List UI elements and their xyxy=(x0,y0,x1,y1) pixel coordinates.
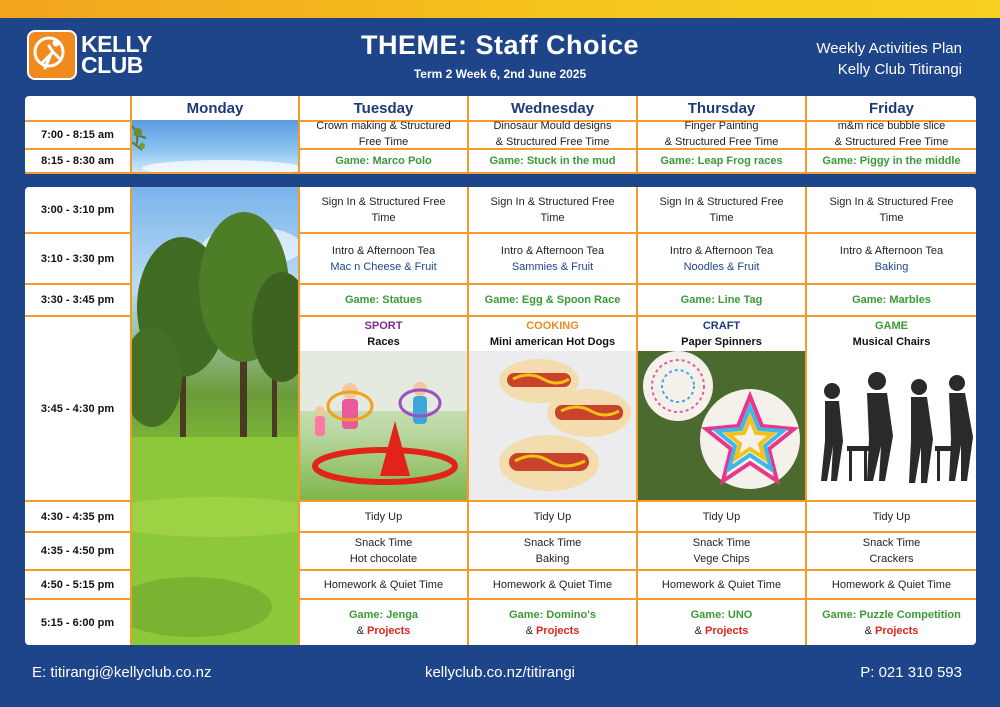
tea-item: Mac n Cheese & Fruit xyxy=(330,260,437,273)
activity-line: Intro & Afternoon Tea xyxy=(669,244,774,257)
page-subtitle: Term 2 Week 6, 2nd June 2025 xyxy=(413,67,587,81)
activity-line: Crown making & Structured xyxy=(316,120,451,132)
activity-line: Snack Time xyxy=(354,537,413,549)
activity-name: Races xyxy=(367,336,400,348)
final-game-wednesday xyxy=(469,600,636,645)
morning-activity-friday xyxy=(807,120,976,148)
final-game: Game: Puzzle Competition xyxy=(822,608,961,621)
tea-item: Noodles & Fruit xyxy=(683,260,760,273)
morning-activity-tuesday xyxy=(300,120,467,148)
day-header-wednesday: Wednesday xyxy=(510,99,595,117)
footer-phone[interactable]: P: 021 310 593 xyxy=(860,664,962,681)
activity-line: & Structured Free Time xyxy=(495,136,610,148)
craft-paper-spinners-image xyxy=(638,351,805,500)
activity-name: Paper Spinners xyxy=(681,336,762,348)
projects-label: Projects xyxy=(874,624,919,637)
tea-item: Sammies & Fruit xyxy=(511,260,594,273)
time-slot: 3:30 - 3:45 pm xyxy=(40,294,115,306)
activity-line: Time xyxy=(879,211,904,224)
page-title: THEME: Staff Choice xyxy=(360,30,639,60)
time-slot: 5:15 - 6:00 pm xyxy=(40,616,115,629)
top-accent-bar xyxy=(0,0,1000,18)
projects-label: Projects xyxy=(704,624,749,637)
activity-name: Mini american Hot Dogs xyxy=(489,336,616,348)
time-slot: 7:00 - 8:15 am xyxy=(41,129,114,141)
monday-sky-image xyxy=(132,120,298,174)
tidy-wednesday: Tidy Up xyxy=(533,510,572,523)
activity-line: & Structured Free Time xyxy=(664,136,779,148)
time-slot: 3:00 - 3:10 pm xyxy=(40,203,115,216)
activity-line: Finger Painting xyxy=(684,120,759,132)
game-friday: Game: Marbles xyxy=(852,294,931,306)
activity-heading-thursday xyxy=(638,317,805,351)
activity-heading-tuesday xyxy=(300,317,467,351)
logo-figure-icon xyxy=(27,30,77,80)
morning-game-friday: Game: Piggy in the middle xyxy=(822,155,961,167)
activity-line: Sign In & Structured Free xyxy=(659,195,784,208)
homework-tuesday: Homework & Quiet Time xyxy=(323,578,444,591)
signin-thursday xyxy=(638,187,805,232)
snack-wednesday xyxy=(469,533,636,569)
tea-item: Baking xyxy=(874,260,909,273)
activity-line: Intro & Afternoon Tea xyxy=(500,244,605,257)
activity-line: Time xyxy=(540,211,565,224)
sport-races-image xyxy=(300,351,467,500)
time-slot: 3:45 - 4:30 pm xyxy=(40,402,115,415)
activity-heading-wednesday xyxy=(469,317,636,351)
signin-friday xyxy=(807,187,976,232)
snack-friday xyxy=(807,533,976,569)
activity-line: Intro & Afternoon Tea xyxy=(331,244,436,257)
game-wednesday: Game: Egg & Spoon Race xyxy=(484,294,621,306)
activity-line: Snack Time xyxy=(523,537,582,549)
tea-tuesday xyxy=(300,234,467,283)
final-game: Game: Domino's xyxy=(509,608,596,621)
amp: & xyxy=(525,624,533,637)
morning-activity-wednesday xyxy=(469,120,636,148)
morning-activity-thursday xyxy=(638,120,805,148)
amp: & xyxy=(356,624,364,637)
activity-line: Time xyxy=(371,211,396,224)
game-thursday: Game: Line Tag xyxy=(680,294,763,306)
kelly-club-logo xyxy=(27,30,152,80)
snack-item: Baking xyxy=(535,553,570,565)
activity-category: SPORT xyxy=(364,320,403,332)
activity-line: Snack Time xyxy=(692,537,751,549)
day-header-friday: Friday xyxy=(868,99,914,117)
tea-thursday xyxy=(638,234,805,283)
activity-line: Time xyxy=(709,211,734,224)
cooking-hotdogs-image xyxy=(469,351,636,500)
final-game: Game: Jenga xyxy=(348,608,419,621)
morning-schedule-panel xyxy=(25,96,976,174)
footer-website[interactable]: kellyclub.co.nz/titirangi xyxy=(424,664,576,681)
footer-email[interactable]: E: titirangi@kellyclub.co.nz xyxy=(32,664,212,681)
afternoon-schedule-panel xyxy=(25,187,976,645)
activity-line: Sign In & Structured Free xyxy=(829,195,954,208)
time-slot: 8:15 - 8:30 am xyxy=(41,155,114,167)
final-game-thursday xyxy=(638,600,805,645)
club-name: Kelly Club Titirangi xyxy=(837,61,962,78)
homework-wednesday: Homework & Quiet Time xyxy=(492,578,613,591)
morning-game-tuesday: Game: Marco Polo xyxy=(335,155,432,167)
snack-thursday xyxy=(638,533,805,569)
homework-thursday: Homework & Quiet Time xyxy=(661,578,782,591)
tidy-friday: Tidy Up xyxy=(872,510,911,523)
time-slot: 3:10 - 3:30 pm xyxy=(40,252,115,265)
monday-park-image xyxy=(132,187,298,645)
time-slot: 4:30 - 4:35 pm xyxy=(40,510,115,523)
game-tuesday: Game: Statues xyxy=(344,294,423,306)
time-slot: 4:50 - 5:15 pm xyxy=(40,578,115,591)
snack-item: Hot chocolate xyxy=(349,553,418,565)
final-game-tuesday xyxy=(300,600,467,645)
tidy-tuesday: Tidy Up xyxy=(364,510,403,523)
day-header-monday: Monday xyxy=(186,99,244,117)
projects-label: Projects xyxy=(366,624,411,637)
morning-game-wednesday: Game: Stuck in the mud xyxy=(489,155,616,167)
final-game: Game: UNO xyxy=(690,608,753,621)
activity-heading-friday xyxy=(807,317,976,351)
amp: & xyxy=(864,624,872,637)
snack-item: Crackers xyxy=(869,553,914,565)
day-header-tuesday: Tuesday xyxy=(353,99,414,117)
activity-line: m&m rice bubble slice xyxy=(837,120,946,132)
activity-category: GAME xyxy=(875,320,908,332)
signin-tuesday xyxy=(300,187,467,232)
projects-label: Projects xyxy=(535,624,580,637)
activity-line: Snack Time xyxy=(862,537,921,549)
final-game-friday xyxy=(807,600,976,645)
activity-line: Dinosaur Mould designs xyxy=(493,120,612,132)
activity-category: CRAFT xyxy=(702,320,741,332)
activity-line: Sign In & Structured Free xyxy=(490,195,615,208)
activity-name: Musical Chairs xyxy=(852,336,931,348)
snack-item: Vege Chips xyxy=(693,553,750,565)
signin-wednesday xyxy=(469,187,636,232)
tidy-thursday: Tidy Up xyxy=(702,510,741,523)
plan-label: Weekly Activities Plan xyxy=(816,40,962,57)
day-header-thursday: Thursday xyxy=(687,99,756,117)
game-musical-chairs-image xyxy=(807,351,976,500)
activity-line: & Structured Free Time xyxy=(834,136,949,148)
morning-game-thursday: Game: Leap Frog races xyxy=(660,155,783,167)
logo-text-club: CLUB xyxy=(81,52,143,78)
snack-tuesday xyxy=(300,533,467,569)
tea-friday xyxy=(807,234,976,283)
logo-text-kelly: KELLY xyxy=(81,31,152,57)
tea-wednesday xyxy=(469,234,636,283)
activity-line: Free Time xyxy=(358,136,409,148)
activity-category: COOKING xyxy=(526,320,579,332)
homework-friday: Homework & Quiet Time xyxy=(831,578,952,591)
activity-line: Intro & Afternoon Tea xyxy=(839,244,944,257)
amp: & xyxy=(694,624,702,637)
activity-line: Sign In & Structured Free xyxy=(321,195,446,208)
time-slot: 4:35 - 4:50 pm xyxy=(40,545,115,557)
